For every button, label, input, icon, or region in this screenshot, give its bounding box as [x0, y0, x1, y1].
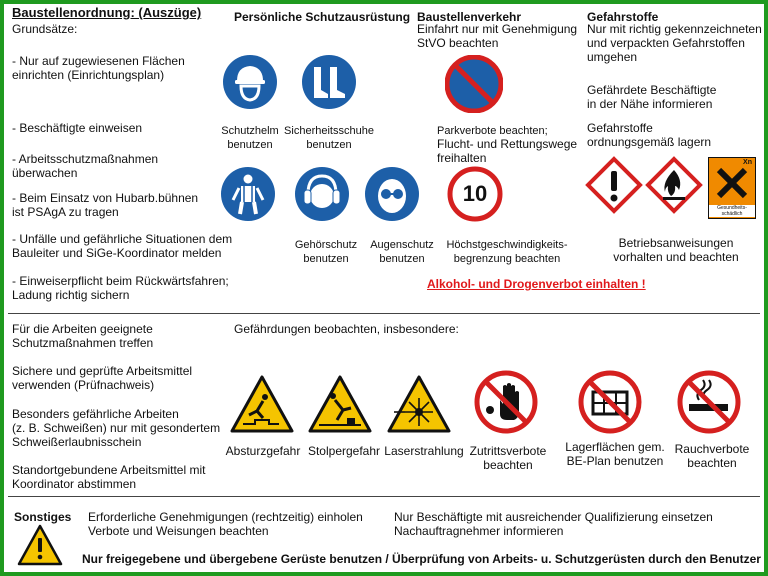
- grundsatz-item: - Nur auf zugewiesenen Flächen einrichten (Einrichtungsplan): [12, 54, 185, 82]
- label-absturzgefahr: Absturzgefahr: [225, 444, 301, 458]
- header-verkehr: Baustellenverkehr: [417, 10, 522, 24]
- text-gefahrstoffe-umgang: Nur mit richtig gekennzeichneten und verpackten Gefahrstoffen umgehen: [587, 22, 762, 64]
- divider-top: [8, 313, 760, 314]
- no-entry-hand-icon: [474, 370, 538, 434]
- xn-code: Xn: [743, 159, 752, 166]
- label-zutrittsverbote: Zutrittsverbote beachten: [469, 444, 547, 472]
- grundsatz-item: - Einweiserpflicht beim Rückwärtsfahren; Ladung richtig sichern: [12, 274, 229, 302]
- label-augenschutz: Augenschutz benutzen: [370, 239, 434, 265]
- header-psa: Persönliche Schutzausrüstung: [234, 10, 411, 24]
- general-warning-icon: [17, 524, 63, 566]
- grundsatz-item: - Beim Einsatz von Hubarb.bühnen ist PSAgA zu tragen: [12, 191, 199, 219]
- grundsatz-item: - Beschäftigte einweisen: [12, 121, 143, 135]
- xn-label: Gesundheits- schädlich: [709, 205, 755, 217]
- label-hoechstgeschwindigkeit: Höchstgeschwindigkeits- begrenzung beachten: [446, 239, 568, 265]
- grundsatz-item: - Unfälle und gefährliche Situationen dem Bauleiter und SiGe-Koordinator melden: [12, 232, 233, 260]
- text-fluchtwege: Flucht- und Rettungswege freihalten: [437, 137, 578, 165]
- grundsatz-item: - Arbeitsschutzmaßnahmen überwachen: [12, 152, 159, 180]
- label-sicherheitsschuhe: Sicherheitsschuhe benutzen: [284, 125, 374, 151]
- mid-text: Besonders gefährliche Arbeiten (z. B. Schweißen) nur mit gesondertem Schweißerlaubnisschein: [12, 407, 221, 449]
- helmet-icon: [222, 54, 278, 110]
- x-cross-icon: [715, 166, 749, 200]
- safety-boots-icon: [301, 54, 357, 110]
- label-lagerflaechen: Lagerflächen gem. BE-Plan benutzen: [565, 440, 665, 468]
- mid-text: Standortgebundene Arbeitsmittel mit Koordinator abstimmen: [12, 463, 206, 491]
- label-schutzhelm: Schutzhelm benutzen: [221, 125, 279, 151]
- grundsaetze-label: Grundsätze:: [12, 22, 78, 36]
- trip-hazard-icon: [307, 374, 373, 434]
- ghs-flame-icon: [645, 156, 703, 214]
- ear-protection-icon: [294, 166, 350, 222]
- ghs-exclamation-icon: [585, 156, 643, 214]
- text-parkverbote: Parkverbote beachten;: [437, 125, 548, 137]
- no-parking-icon: [445, 55, 503, 113]
- speed-limit-value: 10: [462, 181, 488, 206]
- text-betriebsanweisungen: Betriebsanweisungen vorhalten und beachten: [613, 236, 739, 264]
- alkohol-verbot: Alkohol- und Drogenverbot einhalten !: [427, 277, 646, 291]
- page-title: Baustellenordnung: (Auszüge): [12, 5, 202, 20]
- no-storage-icon: [578, 370, 642, 434]
- footer-text: Nur freigegebene und übergebene Gerüste benutzen / Überprüfung von Arbeits- u. Schutzgerüsten durch den Benutzer: [82, 552, 761, 566]
- label-laserstrahlung: Laserstrahlung: [384, 444, 464, 458]
- no-smoking-icon: [677, 370, 741, 434]
- divider-bottom: [8, 496, 760, 497]
- text-gefahrstoffe-lagern: Gefahrstoffe ordnungsgemäß lagern: [587, 121, 712, 149]
- mid-text: Für die Arbeiten geeignete Schutzmaßnahmen treffen: [12, 322, 154, 350]
- eye-protection-icon: [364, 166, 420, 222]
- label-rauchverbote: Rauchverbote beachten: [674, 442, 750, 470]
- text-gefaehrdete-beschaeftigte: Gefährdete Beschäftigte in der Nähe informieren: [587, 83, 717, 111]
- sonstiges-left-text: Erforderliche Genehmigungen (rechtzeitig) einholen Verbote und Weisungen beachten: [88, 510, 363, 538]
- laser-icon: [386, 374, 452, 434]
- sonstiges-label: Sonstiges: [14, 510, 72, 524]
- label-gehoerschutz: Gehörschutz benutzen: [294, 239, 358, 265]
- sonstiges-right-text: Nur Beschäftigte mit ausreichender Qualifizierung einsetzen Nachauftragnehmer informieren: [394, 510, 713, 538]
- text-einfahrt: Einfahrt nur mit Genehmigung StVO beachten: [417, 22, 578, 50]
- header-gefahrstoffe: Gefahrstoffe: [587, 10, 659, 24]
- harness-icon: [220, 166, 276, 222]
- xn-harmful-sign: [708, 157, 756, 219]
- gefaehrdungen-header: Gefährdungen beobachten, insbesondere:: [234, 322, 459, 336]
- mid-text: Sichere und geprüfte Arbeitsmittel verwenden (Prüfnachweis): [12, 364, 193, 392]
- speed-limit-sign: [447, 166, 503, 222]
- label-stolpergefahr: Stolpergefahr: [307, 444, 381, 458]
- fall-hazard-icon: [229, 374, 295, 434]
